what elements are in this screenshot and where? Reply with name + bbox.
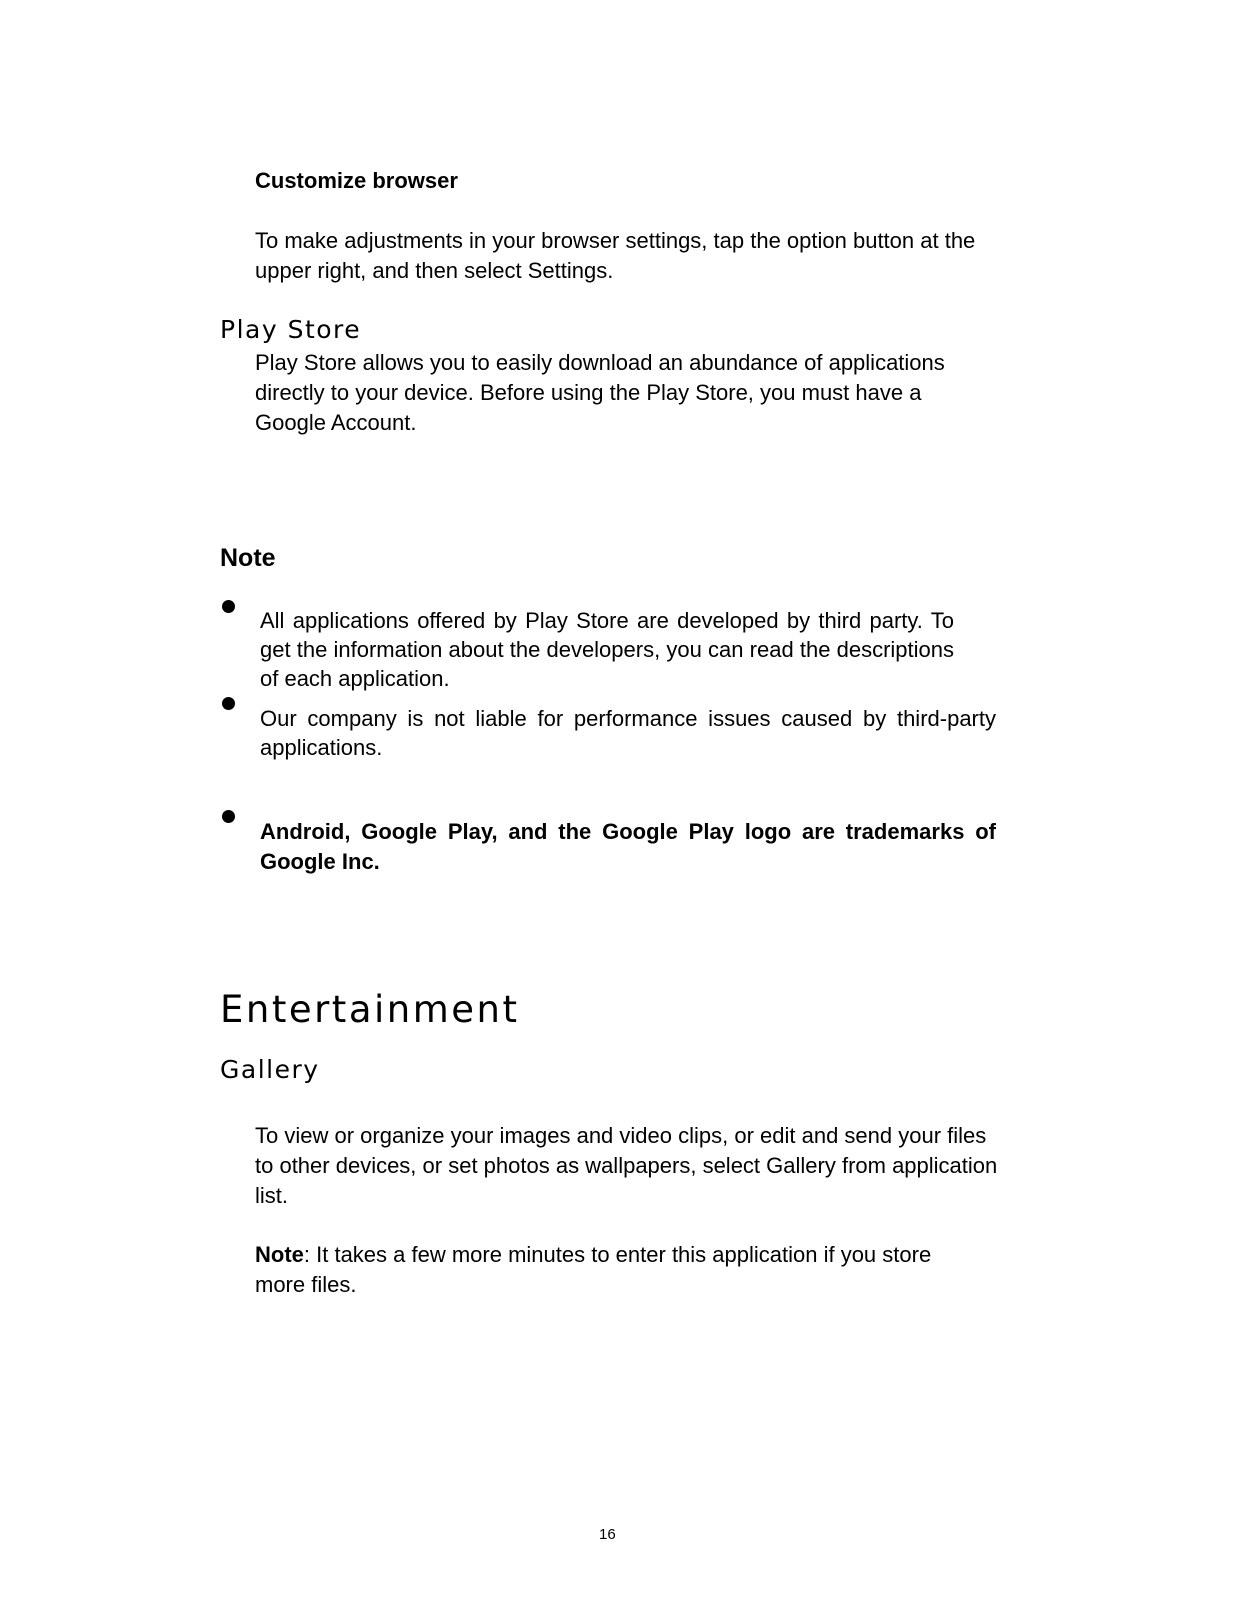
gallery-note <box>255 1240 955 1300</box>
note-item: All applications offered by Play Store are developed by third party. To get the information about the developers, you can read the descriptions of each application. <box>260 608 954 691</box>
gallery-note-label: Note <box>255 1242 304 1267</box>
gallery-text: To view or organize your images and video clips, or edit and send your files to other devices, or set photos as wallpapers, select Gallery from application list. <box>255 1123 998 1208</box>
bullet-icon <box>222 810 235 823</box>
note-item: Our company is not liable for performance issues caused by third-party applications. <box>260 706 996 760</box>
entertainment-heading: Entertainment <box>220 988 520 1031</box>
bullet-icon <box>222 600 235 613</box>
customize-browser-text: To make adjustments in your browser settings, tap the option button at the upper right, and then select Settings. <box>255 228 976 283</box>
note-heading: Note <box>220 544 276 572</box>
play-store-heading: Play Store <box>220 315 362 344</box>
customize-browser-heading: Customize browser <box>255 168 458 193</box>
bullet-icon <box>222 697 235 710</box>
gallery-heading: Gallery <box>220 1055 320 1084</box>
gallery-note-text: : It takes a few more minutes to enter this application if you store more files. <box>255 1242 932 1297</box>
trademark-note-item: Android, Google Play, and the Google Play logo are trademarks of Google Inc. <box>260 819 996 874</box>
play-store-text: Play Store allows you to easily download an abundance of applications directly to your device. Before using the Play Store, you must have a Google Account. <box>255 350 945 435</box>
page-number: 16 <box>599 1526 616 1543</box>
